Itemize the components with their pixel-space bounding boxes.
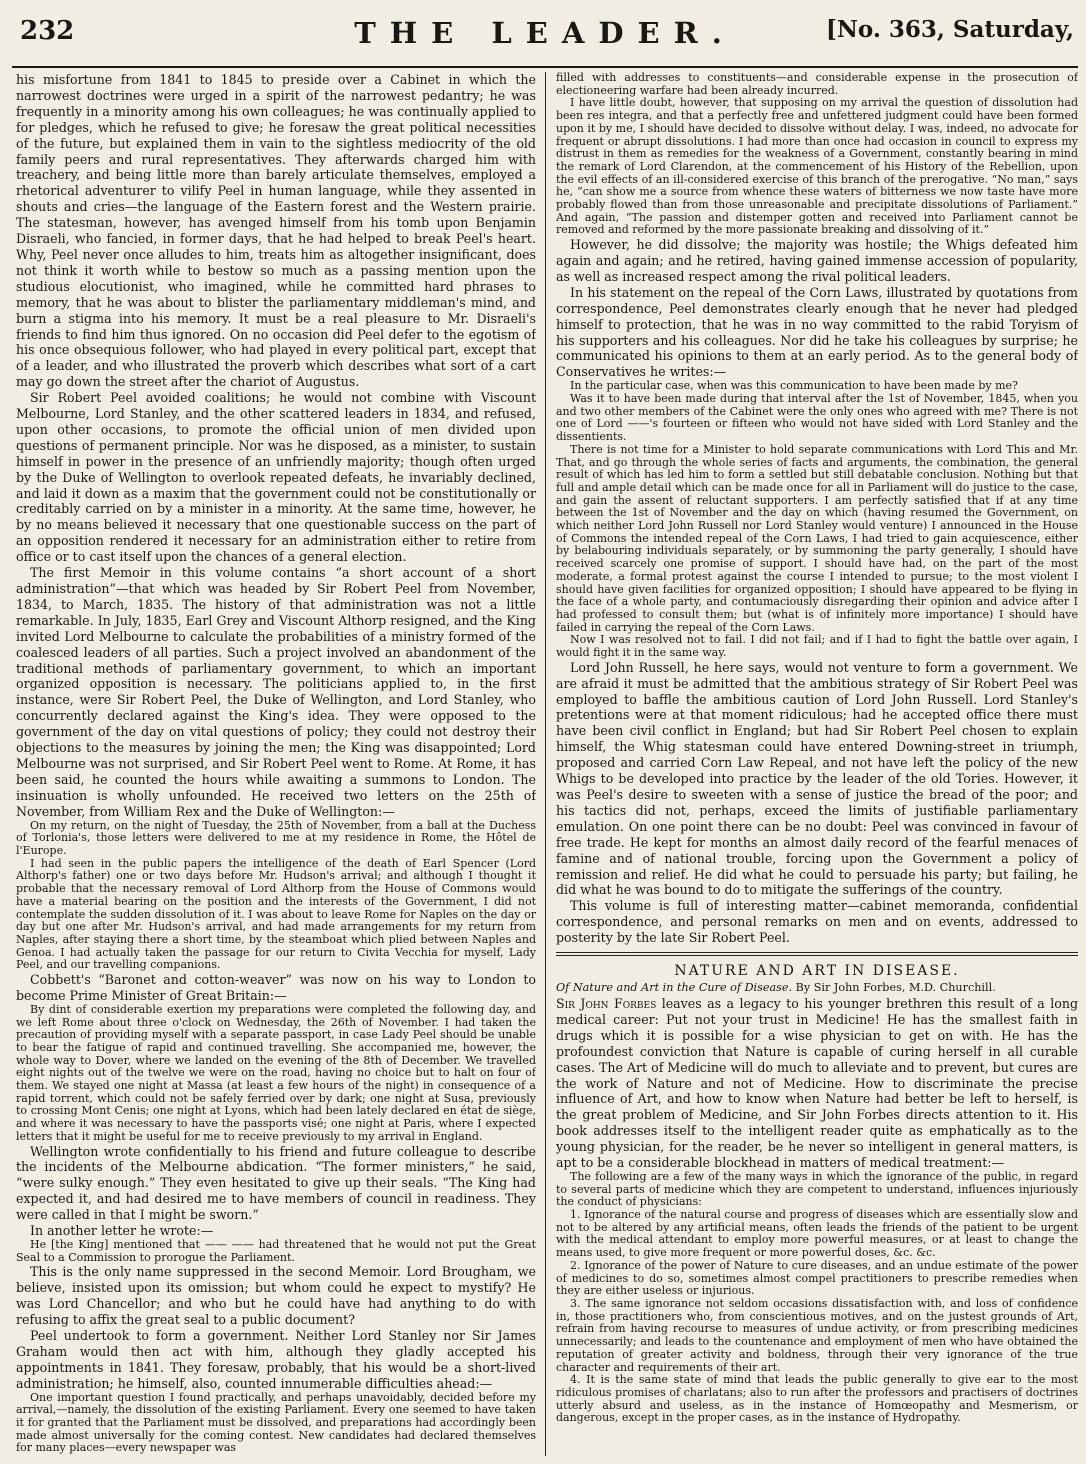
paragraph: Cobbett's “Baronet and cotton-weaver” was now on his way to London to become Prime Minister of Great Britain:— [16,972,536,1003]
paragraph [556,996,1078,1171]
quoted-passage: 1. Ignorance of the natural course and progress of diseases which are essentially slow and not to be altered by any artificial means, often leads the friends of the patient to be urgent with the medical attendant to employ more powerful measures, or at least to change the means used, to give more frequent or more powerful doses, &c. &c. [556,1208,1078,1260]
article-heading: NATURE AND ART IN DISEASE. [674,963,960,980]
newspaper-title: THE LEADER. [354,16,736,50]
quoted-passage: filled with addresses to constituents—and considerable expense in the prosecution of electioneering warfare had been already incurred. [556,72,1078,97]
paragraph: This volume is full of interesting matter—cabinet memoranda, confidential correspondence, and personal remarks on men and on events, addressed to posterity by the late Sir Robert Peel. [556,898,1078,946]
paragraph: Peel undertook to form a government. Neither Lord Stanley nor Sir James Graham would then act with him, although they gladly accepted his appointments in 1841. They foresaw, probably, that his would be a short-lived administration; he himself, also, counted innumerable difficulties ahead:— [16,1328,536,1391]
article-byline [556,981,1078,994]
paragraph: In his statement on the repeal of the Corn Laws, illustrated by quotations from correspondence, Peel demonstrates clearly enough that he never had pledged himself to protection, that he was in no way committed to the rabid Toryism of his supporters and his colleagues. Nor did he take his colleagues by surprise; he communicated his opinions to them at an early period. As to the general body of Conservatives he writes:— [556,284,1078,380]
quoted-passage: 4. It is the same state of mind that leads the public generally to give ear to the most ridiculous promises of charlatans; also to run after the professors and practisers of doctrines utterly absurd and useless, as in the instance of Homœopathy and Mesmerism, or dangerous, except in the proper cases, as in the instance of Hydropathy. [556,1373,1078,1425]
quoted-passage: One important question I found practically, and perhaps unavoidably, decided before my arrival,—namely, the dissolution of the existing Parliament. Every one seemed to have taken it for granted that the Parliament must be dissolved, and preparations had accordingly been made almost universally for the coming contest. New candidates had declared themselves for many places—every newspaper was [16,1390,536,1455]
quoted-passage: I have little doubt, however, that supposing on my arrival the question of dissolution had been res integra, and that a perfectly free and unfettered judgment could have been formed upon it by me, I should have decided to dissolve without delay. I was, indeed, no advocate for frequent or abrupt dissolutions. I had more than once had occasion in council to express my distrust in them as remedies for the weakness of a Government, constantly bearing in mind the remark of Lord Clarendon, at the commencement of his History of the Rebellion, upon the evil effects of an ill-considered exercise of this branch of the prerogative. “No man,” says he, “can show me a source from whence these waters of bitterness we now taste have more probably flowed than from those unreasonable and precipitate dissolutions of Parliament.” And again, “The passion and distemper gotten and received into Parliament cannot be removed and reformed by the more passionate breaking and dissolving of it.” [556,96,1078,237]
paragraph: However, he did dissolve; the majority was hostile; the Whigs defeated him again and again; and he retired, having gained immense accession of popularity, as well as increased respect among the rival political leaders. [556,237,1078,284]
paragraph: The first Memoir in this volume contains “a short account of a short administration”—that which was headed by Sir Robert Peel from November, 1834, to March, 1835. The history of that administration was not a little remarkable. In July, 1835, Earl Grey and Viscount Althorp resigned, and the King invited Lord Melbourne to calculate the probabilities of a ministry formed of the coalesced leaders of all parties. Such a project involved an abandonment of the traditional methods of parliamentary government, to which an important organized opposition is necessary. The politicians applied to, in the first instance, were Sir Robert Peel, the Duke of Wellington, and Lord Stanley, who concurrently declared against the King's idea. They were opposed to the government of the day on vital questions of policy; they could not destroy their objections to the measures by joining the men; the King was disappointed; Lord Melbourne was not surprised, and Sir Robert Peel went to Rome. At Rome, it has been said, he counted the hours while awaiting a summons to London. The insinuation is wholly unfounded. He received two letters on the 25th of November, from William Rex and the Duke of Wellington:— [16,565,536,819]
section-divider [556,952,1078,956]
book-title: Of Nature and Art in the Cure of Disease. [556,980,793,994]
paragraph: Sir Robert Peel avoided coalitions; he would not combine with Viscount Melbourne, Lord Stanley, and the other scattered leaders in 1834, and refused, upon other occasions, to promote the official union of men divided upon questions of permanent principle. Nor was he disposed, as a minister, to sustain himself in power in the presence of an unfriendly majority; though often urged by the Duke of Wellington to overlook repeated defeats, he invariably declined, and laid it down as a maxim that the government could not be constitutionally or creditably carried on by a minister in a minority. At the same time, however, he by no means believed it necessary that one questionable success on the part of an opposition rendered it necessary for an administration either to retire from office or to cast itself upon the chances of a general election. [16,390,536,565]
right-column [556,72,1078,1456]
quoted-passage: 2. Ignorance of the power of Nature to cure diseases, and an undue estimate of the power of medicines to do so, sometimes almost compel practitioners to prescribe remedies when they are either useless or injurious. [556,1258,1078,1298]
lead-name: Sir John Forbes [556,995,657,1011]
masthead [12,16,1078,68]
quoted-passage: Now I was resolved not to fail. I did not fail; and if I had to fight the battle over again, I would fight it in the same way. [556,633,1078,660]
paragraph: This is the only name suppressed in the second Memoir. Lord Brougham, we believe, insisted upon its omission; but whom could he expect to mystify? He was Lord Chancellor; and who but he could have had anything to do with refusing to affix the great seal to a public document? [16,1264,536,1328]
quoted-passage: There is not time for a Minister to hold separate communications with Lord This and Mr. That, and go through the whole series of facts and arguments, the combination, the general result of which has led him to form a settled but still debatable conclusion. Nothing but that full and ample detail which can be made once for all in Parliament will do justice to the case, and gain the assent of reluctant supporters. I am perfectly satisfied that if at any time between the 1st of November and the day on which (having resumed the Government, on which neither Lord John Russell nor Lord Stanley would venture) I announced in the House of Commons the intended repeal of the Corn Laws, I had tried to gain acquiescence, either by belabouring individuals separately, or by summoning the party generally, I should have received scarcely one promise of support. I should have had, on the part of the most moderate, a formal protest against the course I intended to pursue; to the most violent I should have given facilities for organized opposition; I should have appeared to be flying in the face of a whole party, and contumaciously disregarding their opinion and advice after I had professed to consult them; but (what is of infinitely more importance) I should have failed in carrying the repeal of the Corn Laws. [556,442,1078,634]
quoted-passage: I had seen in the public papers the intelligence of the death of Earl Spencer (Lord Althorp's father) one or two days before Mr. Hudson's arrival; and although I thought it probable that the necessary removal of Lord Althorp from the House of Commons would have a material bearing on the position and the interests of the Government, I did not contemplate the sudden dissolution of it. I was about to leave Rome for Naples on the day or day but one after Mr. Hudson's arrival, and had made arrangements for my return from Naples, after staying there a short time, by the steamboat which plied between Naples and Genoa. I had actually taken the passage for our return to Civita Vecchia for myself, Lady Peel, and our travelling companions. [16,856,536,972]
book-details: By Sir John Forbes, M.D. Churchill. [795,980,996,994]
issue-number: [No. 363, Saturday, [825,16,1074,43]
paragraph: Wellington wrote confidentially to his friend and future colleague to describe the incidents of the Melbourne abdication. “The former ministers,” he said, “were sulky enough.” They even hesitated to give up their seals. “The King had expected it, and had desired me to have members of council in readiness. They were called in that I might be sworn.” [16,1143,536,1223]
quoted-passage: By dint of considerable exertion my preparations were completed the following day, and we left Rome about three o'clock on Wednesday, the 26th of November. I had taken the precaution of providing myself with a separate passport, in case Lady Peel should be unable to bear the fatigue of rapid and continued travelling. She accompanied me, however, the whole way to Dover, where we landed on the evening of the 8th of December. We travelled eight nights out of the twelve we were on the road, having no choice but to halt on four of them. We stayed one night at Massa (at least a few hours of the night) in consequence of a rapid torrent, which could not be safely ferried over by dark; one night at Susa, previously to crossing Mont Cenis; one night at Lyons, which had been lately declared en état de siège, and where it was necessary to have the passports visé; one night at Paris, where I expected letters that it might be useful for me to receive previously to my arrival in England. [16,1002,536,1143]
quoted-passage: In the particular case, when was this communication to have been made by me? [570,379,1018,393]
quoted-passage: On my return, on the night of Tuesday, the 25th of November, from a ball at the Duchess of Torlonia's, those letters were delivered to me at my residence in Rome, the Hôtel de l'Europe. [16,818,536,857]
quoted-passage: Was it to have been made during that interval after the 1st of November, 1845, when you and two other members of the Cabinet were the only ones who agreed with me? There is not one of Lord ——'s fourteen or fifteen who would not have sided with Lord Stanley and the dissentients. [556,392,1078,444]
page-number: 232 [20,16,75,46]
column-rule [545,72,546,1456]
quoted-passage: 3. The same ignorance not seldom occasions dissatisfaction with, and loss of confidence in, those practitioners who, from conscientious motives, and on the justest grounds of Art, refrain from having recourse to measures of undue activity, or from prescribing medicines unnecessarily; and leads to the countenance and employment of men who have obtained the reputation of greater activity and boldness, through their very ignorance of the true character and requirements of their art. [556,1296,1078,1374]
lead-text: leaves as a legacy to his younger brethren this result of a long medical career: Put not your trust in Medicine! He has the smallest faith in drugs which it is possible for a wise physician to get on with. He has the profoundest conviction that Nature is capable of curing herself in all curable cases. The Art of Medicine will do much to alleviate and to prevent, but cures are the work of Nature and not of Medicine. How to discriminate the precise influence of Art, and how to know when Nature had better be left to herself, is the great problem of Medicine, and Sir John Forbes directs attention to it. His book addresses itself to the intelligent reader quite as emphatically as to the young physician, for the reader, be he never so intelligent in general matters, is apt to be a considerable blockhead in matters of medical treatment:— [556,995,1078,1171]
quoted-passage: He [the King] mentioned that —— —— had threatened that he would not put the Great Seal to a Commission to prorogue the Parliament. [16,1238,536,1264]
paragraph: Lord John Russell, he here says, would not venture to form a government. We are afraid it must be admitted that the ambitious strategy of Sir Robert Peel was employed to baffle the ambitious caution of Lord John Russell. Lord Stanley's pretentions were at that moment ridiculous; had he accepted office there must have been civil conflict in England; but had Sir Robert Peel chosen to explain himself, the Whig statesman could have entered Downing-street in triumph, proposed and carried Corn Law Repeal, and not have left the policy of the new Whigs to be developed into practice by the leader of the old Tories. However, it was Peel's desire to sweeten with a sense of justice the bread of the poor; and his tactics did not, perhaps, exceed the limits of justifiable parliamentary emulation. On one point there can be no doubt: Peel was convinced in favour of free trade. He kept for months an almost daily record of the fearful menaces of famine and of national trouble, forcing upon the Government a policy of remission and relief. He did what he could to persuade his party; but failing, he did what he was bound to do to mitigate the sufferings of the country. [556,659,1078,898]
left-column [16,72,536,1456]
paragraph: In another letter he wrote:— [30,1223,214,1239]
paragraph: his misfortune from 1841 to 1845 to preside over a Cabinet in which the narrowest doctrines were urged in a spirit of the narrowest pedantry; he was frequently in a minority among his own colleagues; he was continually applied to for pledges, which he refused to give; he foresaw the great political necessities of the future, but explained them in vain to the sightless mediocrity of the old family peers and rural representatives. They afterwards charged him with treachery, and being little more than barely articulate themselves, employed a rhetorical adventurer to vilify Peel in human language, while they assented in shouts and cries—the language of the Eastern forest and the Western prairie. The statesman, however, has avenged himself from his tomb upon Benjamin Disraeli, who fancied, in former days, that he had helped to break Peel's heart. Why, Peel never once alludes to him, treats him as altogether insignificant, does not think it worth while to bestow so much as a passing mention upon the studious elocutionist, who imagined, while he committed hard phrases to memory, that he was about to blister the parliamentary middleman's mind, and burn a stigma into his memory. It must be a real pleasure to Mr. Disraeli's friends to find him thus ignored. On no occasion did Peel defer to the egotism of his once obsequious follower, who had played in every political part, except that of a leader, and who illustrated the proverb which describes what sort of a cart may go down the street after the chariot of Augustus. [16,72,536,390]
quoted-passage: The following are a few of the many ways in which the ignorance of the public, in regard to several parts of medicine which they are competent to understand, influences injuriously the conduct of physicians: [556,1169,1078,1209]
